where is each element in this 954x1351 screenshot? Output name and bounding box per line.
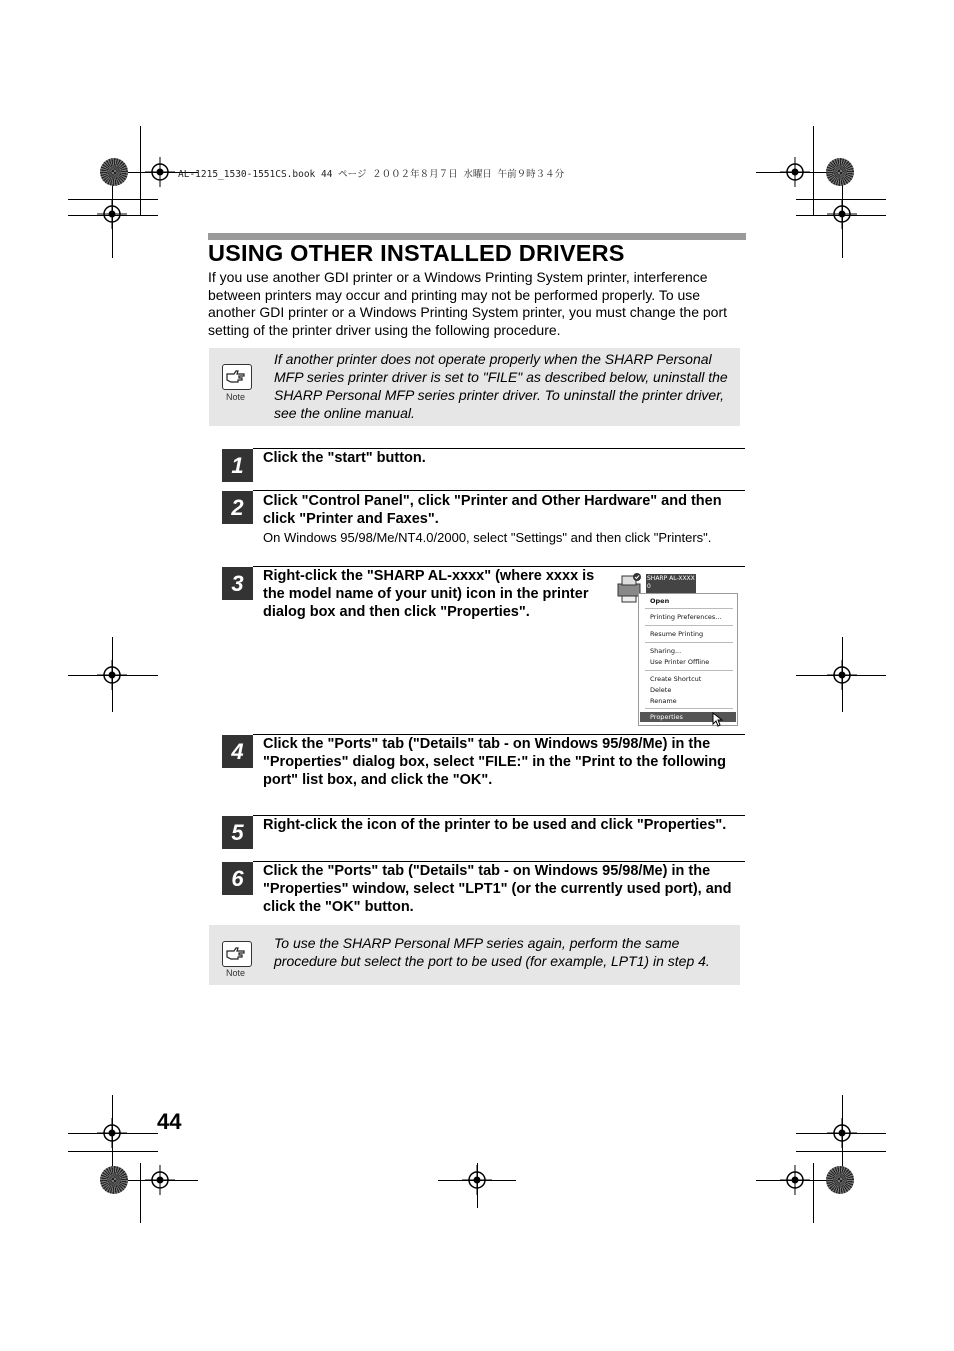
registration-mark <box>145 157 175 187</box>
menu-item-create-shortcut[interactable]: Create Shortcut <box>650 675 702 683</box>
registration-mark <box>827 660 857 690</box>
note-label: Note <box>226 968 246 978</box>
step-text: Click the "Ports" tab ("Details" tab - on Windows 95/98/Me) in the "Properties" window, select "LPT1" (or the currently used port), and click the "OK" button. <box>263 863 732 915</box>
step-rule <box>253 566 745 567</box>
pointing-hand-icon <box>222 364 252 390</box>
menu-item-printing-preferences[interactable]: Printing Preferences... <box>650 613 722 621</box>
menu-item-delete[interactable]: Delete <box>650 686 672 694</box>
menu-separator <box>645 642 733 643</box>
step-text: Click the "start" button. <box>263 450 426 466</box>
step-rule <box>253 490 745 491</box>
page-number: 44 <box>157 1109 182 1134</box>
registration-mark <box>97 660 127 690</box>
registration-mark <box>97 1118 127 1148</box>
pointing-hand-icon <box>222 941 252 967</box>
note-text: If another printer does not operate properly when the SHARP Personal MFP series printer driver is set to "FILE" as described below, uninstall the SHARP Personal MFP series printer driver. To uninstall the printer driver, see the online manual. <box>274 351 728 421</box>
step-text: Right-click the icon of the printer to be used and click "Properties". <box>263 817 727 833</box>
color-rosette <box>100 1166 128 1194</box>
printer-name-label: SHARP AL-XXXX 0 <box>646 574 696 593</box>
note-text: To use the SHARP Personal MFP series again, perform the same procedure but select the port to be used (for example, LPT1) in step 4. <box>274 935 710 969</box>
color-rosette <box>100 158 128 186</box>
menu-separator <box>645 708 733 709</box>
menu-item-use-printer-offline[interactable]: Use Printer Offline <box>650 658 710 666</box>
step-rule <box>253 448 745 449</box>
note-label: Note <box>226 392 246 402</box>
registration-mark <box>827 1118 857 1148</box>
menu-item-rename[interactable]: Rename <box>650 697 677 705</box>
menu-separator <box>645 625 733 626</box>
step-number: 6 <box>222 862 253 895</box>
section-top-rule <box>208 233 746 240</box>
note-box <box>209 925 740 985</box>
step-number: 3 <box>222 567 253 600</box>
menu-item-open[interactable]: Open <box>650 597 670 605</box>
context-menu <box>638 593 738 726</box>
step-number: 4 <box>222 735 253 768</box>
registration-mark <box>97 199 127 229</box>
menu-separator <box>645 608 733 609</box>
menu-item-properties[interactable]: Properties <box>650 713 683 721</box>
step-rule <box>253 734 745 735</box>
registration-mark <box>780 157 810 187</box>
registration-mark <box>780 1165 810 1195</box>
step-text: Click "Control Panel", click "Printer and Other Hardware" and then click "Printer and Faxes". <box>263 493 722 527</box>
menu-item-resume-printing[interactable]: Resume Printing <box>650 630 704 638</box>
step-text: Click the "Ports" tab ("Details" tab - on Windows 95/98/Me) in the "Properties" dialog box, select "FILE:" in the "Print to the following port" list box, and click the "OK". <box>263 736 726 788</box>
section-intro: If you use another GDI printer or a Windows Printing System printer, interference between printers may occur and printing may not be performed properly. To use another GDI printer or a Windows Printing System printer, you must change the port setting of the printer driver using the following procedure. <box>208 269 728 338</box>
step-subtext: On Windows 95/98/Me/NT4.0/2000, select "Settings" and then click "Printers". <box>263 530 712 545</box>
registration-mark <box>145 1165 175 1195</box>
color-rosette <box>826 1166 854 1194</box>
registration-mark <box>827 199 857 229</box>
book-header: AL-1215_1530-1551CS.book 44 ページ ２００２年８月７日 水曜日 午前９時３４分 <box>178 169 565 180</box>
step-number: 1 <box>222 449 253 482</box>
menu-separator <box>645 670 733 671</box>
step-text: Right-click the "SHARP AL-xxxx" (where xxxx is the model name of your unit) icon in the printer dialog box and then click "Properties". <box>263 568 595 620</box>
registration-mark <box>462 1165 492 1195</box>
mouse-cursor-icon <box>712 712 724 728</box>
color-rosette <box>826 158 854 186</box>
note-box <box>209 348 740 426</box>
step-number: 5 <box>222 816 253 849</box>
step-number: 2 <box>222 491 253 524</box>
step-rule <box>253 815 745 816</box>
step-rule <box>253 861 745 862</box>
menu-item-sharing[interactable]: Sharing... <box>650 647 682 655</box>
section-title: USING OTHER INSTALLED DRIVERS <box>208 240 625 266</box>
